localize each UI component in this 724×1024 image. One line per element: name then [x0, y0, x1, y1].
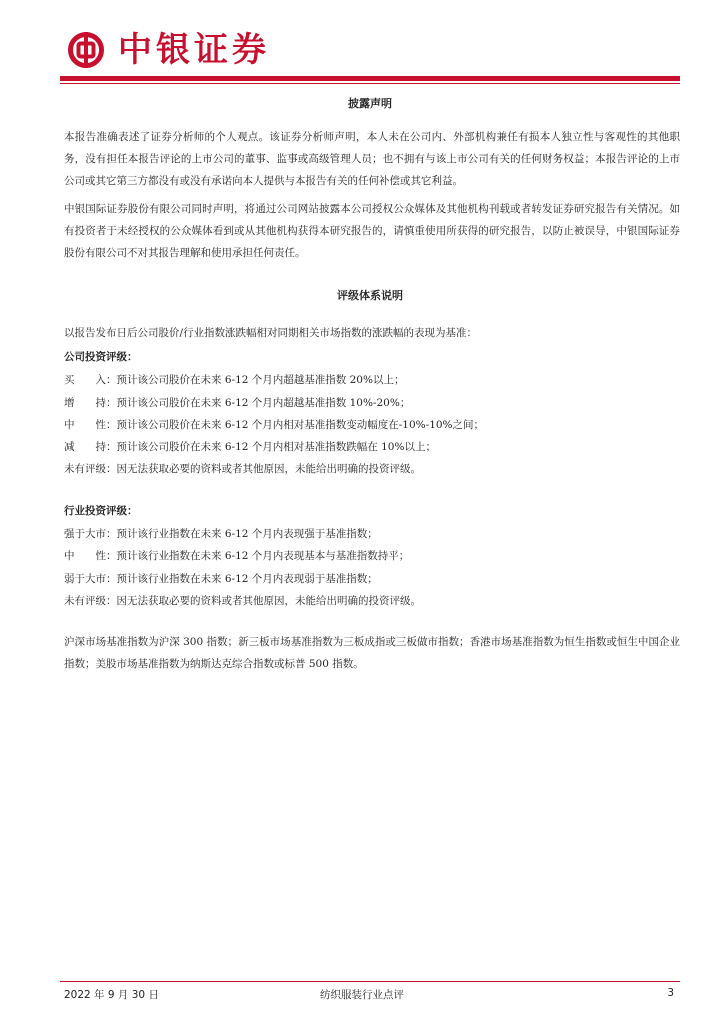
company-rating-neutral: 中 性：预计该公司股价在未来 6-12 个月内相对基准指数变动幅度在-10%-10%之间； [64, 419, 485, 431]
header-rule [60, 76, 680, 81]
rating-title: 评级体系说明 [337, 289, 403, 302]
industry-rating-outperform: 强于大市：预计该行业指数在未来 6-12 个月内表现强于基准指数； [64, 528, 378, 540]
disclosure-paragraph-2: 中银国际证券股份有限公司同时声明，将通过公司网站披露本公司授权公众媒体及其他机构刊载或者转发证券研究报告有关情况。如有投资者于未经授权的公众媒体看到或从其他机构获得本研究报告的，请慎重使用所获得的研究报告，以防止被误导，中银国际证券股份有限公司不对其报告理解和使用承担任何责任。 [64, 203, 680, 259]
company-rating-unrated: 未有评级：因无法获取必要的资料或者其他原因，未能给出明确的投资评级。 [64, 463, 421, 475]
disclosure-paragraph-1: 本报告准确表述了证券分析师的个人观点。该证券分析师声明，本人未在公司内、外部机构兼任有损本人独立性与客观性的其他职务，没有担任本报告评论的上市公司的董事、监事或高级管理人员；也不拥有与该上市公司有关的任何财务权益；本报告评论的上市公司或其它第三方都没有或没有承诺向本人提供与本报告有关的任何补偿或其它利益。 [64, 131, 680, 187]
brand-logo [66, 28, 270, 72]
industry-rating-underperform: 弱于大市：预计该行业指数在未来 6-12 个月内表现弱于基准指数； [64, 573, 378, 585]
bank-of-china-logo-icon [66, 30, 106, 70]
page-number: 3 [667, 987, 674, 999]
company-rating-heading: 公司投资评级： [64, 351, 138, 363]
company-rating-overweight: 增 持：预计该公司股价在未来 6-12 个月内超越基准指数 10%-20%； [64, 397, 411, 409]
company-rating-underweight: 减 持：预计该公司股价在未来 6-12 个月内相对基准指数跌幅在 10%以上； [64, 441, 436, 453]
benchmark-note: 沪深市场基准指数为沪深 300 指数；新三板市场基准指数为三板成指或三板做市指数；香港市场基准指数为恒生指数或恒生中国企业指数；美股市场基准指数为纳斯达克综合指数或标普 500 指数。 [64, 636, 680, 670]
company-rating-buy: 买 入：预计该公司股价在未来 6-12 个月内超越基准指数 20%以上； [64, 374, 405, 386]
header-rule-thin [60, 83, 680, 84]
brand-name: 中银证券 [118, 30, 270, 70]
footer-rule [60, 981, 680, 982]
footer-report-name: 纺织服装行业点评 [320, 989, 404, 1001]
disclosure-title: 披露声明 [348, 97, 392, 110]
industry-rating-neutral: 中 性：预计该行业指数在未来 6-12 个月内表现基本与基准指数持平； [64, 550, 410, 562]
rating-intro: 以报告发布日后公司股价/行业指数涨跌幅相对同期相关市场指数的涨跌幅的表现为基准： [64, 327, 478, 339]
industry-rating-unrated: 未有评级：因无法获取必要的资料或者其他原因，未能给出明确的投资评级。 [64, 595, 421, 607]
industry-rating-heading: 行业投资评级： [64, 505, 138, 517]
footer-date: 2022 年 9 月 30 日 [64, 989, 159, 1001]
